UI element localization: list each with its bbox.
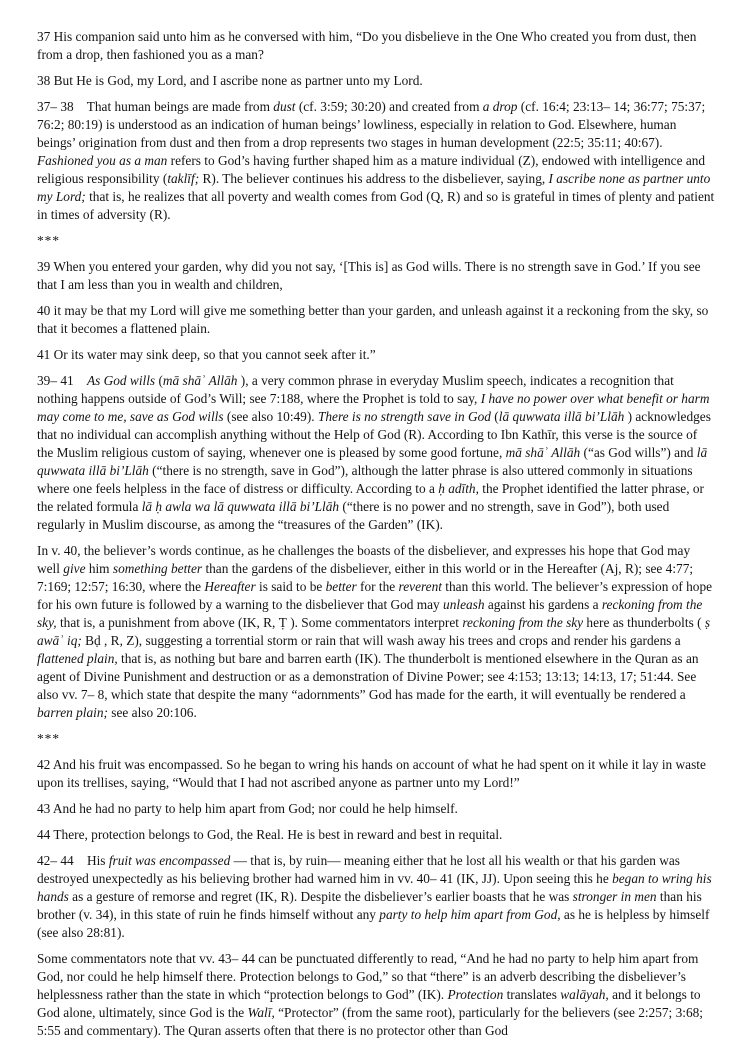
verse-44 bbox=[37, 826, 715, 844]
verse-37 bbox=[37, 28, 715, 64]
italic-text-segment: As God wills bbox=[86, 373, 156, 388]
italic-text-segment: Walī, bbox=[247, 1005, 275, 1020]
italic-text-segment: reckoning from the sky bbox=[462, 615, 584, 630]
text-segment: ( bbox=[155, 373, 163, 388]
text-segment: that is, a punishment from above (IK, R, Ṭ ). Some commentators interpret bbox=[56, 615, 463, 630]
text-segment: Some commentators note that vv. 43– 44 can be punctuated differently to read, “And he had no party to help him apart from God, nor could he help himself there. Protection belongs to God,” so that “there” is an adverb describing the disbeliever’s helplessness rather than the state in which “protection belongs to God” (IK). bbox=[37, 951, 702, 1002]
text-segment: (see also 10:49). bbox=[223, 409, 318, 424]
italic-text-segment: lā quwwata illā bi’Llāh bbox=[498, 409, 625, 424]
text-segment: see also 20:106. bbox=[107, 705, 197, 720]
italic-text-segment: Hereafter bbox=[204, 579, 256, 594]
italic-text-segment: I have no power over what benefit or harm may come to me, save as God wills bbox=[37, 391, 713, 424]
italic-text-segment: stronger in men bbox=[572, 889, 657, 904]
text-segment: refers to God’s having further shaped him as a mature individual (Z), endowed with intelligence and religious responsibility ( bbox=[37, 153, 709, 186]
text-segment: here as thunderbolts ( bbox=[583, 615, 705, 630]
italic-text-segment: party to help him apart from God, bbox=[379, 907, 561, 922]
text-segment: than the gardens of the disbeliever, either in this world or in the Hereafter (Aj, R); see 4:77; 7:169; 12:57; 16:30, where the bbox=[37, 561, 697, 594]
text-segment: translates bbox=[503, 987, 561, 1002]
italic-text-segment: lā ḥ awla wa lā quwwata illā bi’Llāh bbox=[141, 499, 340, 514]
italic-text-segment: ḥ adīth, bbox=[438, 481, 479, 496]
text-segment: Bḍ , R, Z), suggesting a torrential storm or rain that will wash away his trees and crops and render his gardens a bbox=[81, 633, 685, 648]
italic-text-segment: better bbox=[325, 579, 357, 594]
section-separator-2 bbox=[37, 730, 715, 748]
text-segment: R). The believer continues his address to the disbeliever, saying, bbox=[199, 171, 549, 186]
text-segment: 42 And his fruit was encompassed. So he began to wring his hands on account of what he had spent on it while it lay in waste upon its trellises, saying, “Would that I had not ascribed anyone as partner unto my Lord!” bbox=[37, 757, 710, 790]
text-segment: (“there is no strength, save in God”), although the latter phrase is also uttered commonly in situations where one feels helpless in the face of distress or difficulty. According to a bbox=[37, 463, 696, 496]
italic-text-segment: Protection bbox=[447, 987, 504, 1002]
text-segment: ( bbox=[490, 409, 499, 424]
italic-text-segment: taklīf; bbox=[167, 171, 200, 186]
text-segment: 39– 41 bbox=[37, 373, 87, 388]
italic-text-segment: unleash bbox=[443, 597, 485, 612]
text-segment: 43 And he had no party to help him apart from God; nor could he help himself. bbox=[37, 801, 458, 816]
text-segment: (cf. 16:4; 23:13– 14; 36:77; 75:37; 76:2; 80:19) is understood as an indication of human beings’ lowliness, especially in relation to God. Elsewhere, human beings’ origination from dust and then from a drop represents two stages in human development (22:5; 35:11; 40:67). bbox=[37, 99, 709, 150]
verse-38 bbox=[37, 72, 715, 90]
text-segment: *** bbox=[37, 731, 60, 746]
italic-text-segment: Fashioned you as a man bbox=[37, 153, 168, 168]
text-segment: 42– 44 His bbox=[37, 853, 109, 868]
text-segment: as he is helpless by himself (see also 28:81). bbox=[37, 907, 713, 940]
italic-text-segment: mā shāʾ Allāh bbox=[162, 373, 238, 388]
text-segment: (“there is no power and no strength, save in God”), both used regularly in Muslim discourse, as among the “treasures of the Garden” (IK). bbox=[37, 499, 673, 532]
commentary-42-44 bbox=[37, 852, 715, 942]
section-separator-1 bbox=[37, 232, 715, 250]
commentary-37-38 bbox=[37, 98, 718, 224]
commentary-43-44-punctuation bbox=[37, 950, 715, 1040]
text-segment: and it belongs to God alone, ultimately, since God is the bbox=[37, 987, 704, 1020]
text-segment: In v. 40, the believer’s words continue, as he challenges the boasts of the disbeliever, and expresses his hope that God may well bbox=[37, 543, 694, 576]
text-segment: him bbox=[85, 561, 113, 576]
text-segment: that is, as nothing but bare and barren earth (IK). The thunderbolt is mentioned elsewhere in the Quran as an agent of Divine Punishment and destruction or as a demonstration of Divine Power; see 4:153; 13:13; 14:13, 17; 51:44. See also vv. 7– 8, which state that despite the many “adornments” God has made for the earth, it will eventually be rendered a bbox=[37, 651, 702, 702]
italic-text-segment: give bbox=[63, 561, 86, 576]
italic-text-segment: began to wring his hands bbox=[37, 871, 716, 904]
text-segment: *** bbox=[37, 233, 60, 248]
text-segment: than his brother (v. 34), in this state of ruin he finds himself without any bbox=[37, 889, 706, 922]
italic-text-segment: ṣ awāʾ iq; bbox=[37, 615, 714, 648]
text-segment: 37 His companion said unto him as he conversed with him, “Do you disbelieve in the One Who created you from dust, then from a drop, then fashioned you as a man? bbox=[37, 29, 700, 62]
text-segment: 40 it may be that my Lord will give me something better than your garden, and unleash against it a reckoning from the sky, so that it becomes a flattened plain. bbox=[37, 303, 712, 336]
verse-41 bbox=[37, 346, 715, 364]
verse-40 bbox=[37, 302, 715, 338]
italic-text-segment: reverent bbox=[398, 579, 442, 594]
text-segment: 37– 38 That human beings are made from bbox=[37, 99, 274, 114]
text-segment: the Prophet identified the latter phrase, or the related formula bbox=[37, 481, 708, 514]
verse-42 bbox=[37, 756, 715, 792]
italic-text-segment: dust bbox=[273, 99, 296, 114]
italic-text-segment: walāyah, bbox=[560, 987, 609, 1002]
italic-text-segment: I ascribe none as partner unto my Lord; bbox=[37, 171, 714, 204]
text-segment: 39 When you entered your garden, why did you not say, ‘[This is] as God wills. There is no strength save in God.’ If you see that I am less than you in wealth and children, bbox=[37, 259, 704, 292]
text-segment: ), a very common phrase in everyday Muslim speech, indicates a recognition that nothing happens outside of God’s Will; see 7:188, where the Prophet is told to say, bbox=[37, 373, 678, 406]
italic-text-segment: mā shāʾ Allāh bbox=[505, 445, 581, 460]
text-segment: than this world. The believer’s expression of hope for his own future is followed by a warning to the disbeliever that God may bbox=[37, 579, 716, 612]
text-segment: “Protector” (from the same root), particularly for the believers (see 2:257; 3:68; 5:55 and commentary). The Quran asserts often that there is no protector other than God bbox=[37, 1005, 707, 1038]
text-segment: — that is, by ruin— meaning either that he lost all his wealth or that his garden was destroyed unexpectedly as his believing brother had warned him in vv. 40– 41 (IK, JJ). Upon seeing this he bbox=[37, 853, 684, 886]
italic-text-segment: a drop bbox=[482, 99, 518, 114]
text-segment: for the bbox=[356, 579, 399, 594]
italic-text-segment: There is no strength save in God bbox=[317, 409, 491, 424]
text-segment: is said to be bbox=[255, 579, 326, 594]
italic-text-segment: reckoning from the sky, bbox=[37, 597, 706, 630]
verse-43 bbox=[37, 800, 715, 818]
verse-39 bbox=[37, 258, 715, 294]
text-segment: (cf. 3:59; 30:20) and created from bbox=[295, 99, 483, 114]
text-segment: 44 There, protection belongs to God, the Real. He is best in reward and best in requital. bbox=[37, 827, 503, 842]
text-segment: (“as God wills”) and bbox=[580, 445, 697, 460]
italic-text-segment: flattened plain, bbox=[37, 651, 118, 666]
text-segment: that is, he realizes that all poverty and wealth comes from God (Q, R) and so is grateful in times of plenty and patient in times of adversity (R). bbox=[37, 189, 718, 222]
italic-text-segment: lā quwwata illā bi’Llāh bbox=[37, 445, 711, 478]
italic-text-segment: barren plain; bbox=[37, 705, 108, 720]
italic-text-segment: fruit was encompassed bbox=[108, 853, 231, 868]
commentary-39-41 bbox=[37, 372, 715, 534]
text-segment: ) acknowledges that no individual can accomplish anything without the Help of God (R). According to Ibn Kathīr, this verse is the source of the Muslim religious custom of saying, whenever one is pleased by some good fortune, bbox=[37, 409, 715, 460]
text-segment: 41 Or its water may sink deep, so that you cannot seek after it.” bbox=[37, 347, 376, 362]
text-segment: as a gesture of remorse and regret (IK, R). Despite the disbeliever’s earlier boasts that he was bbox=[68, 889, 573, 904]
text-segment: against his gardens a bbox=[484, 597, 602, 612]
italic-text-segment: something better bbox=[112, 561, 203, 576]
text-segment: 38 But He is God, my Lord, and I ascribe none as partner unto my Lord. bbox=[37, 73, 423, 88]
commentary-v40-continued bbox=[37, 542, 715, 722]
page-content bbox=[37, 28, 718, 1048]
